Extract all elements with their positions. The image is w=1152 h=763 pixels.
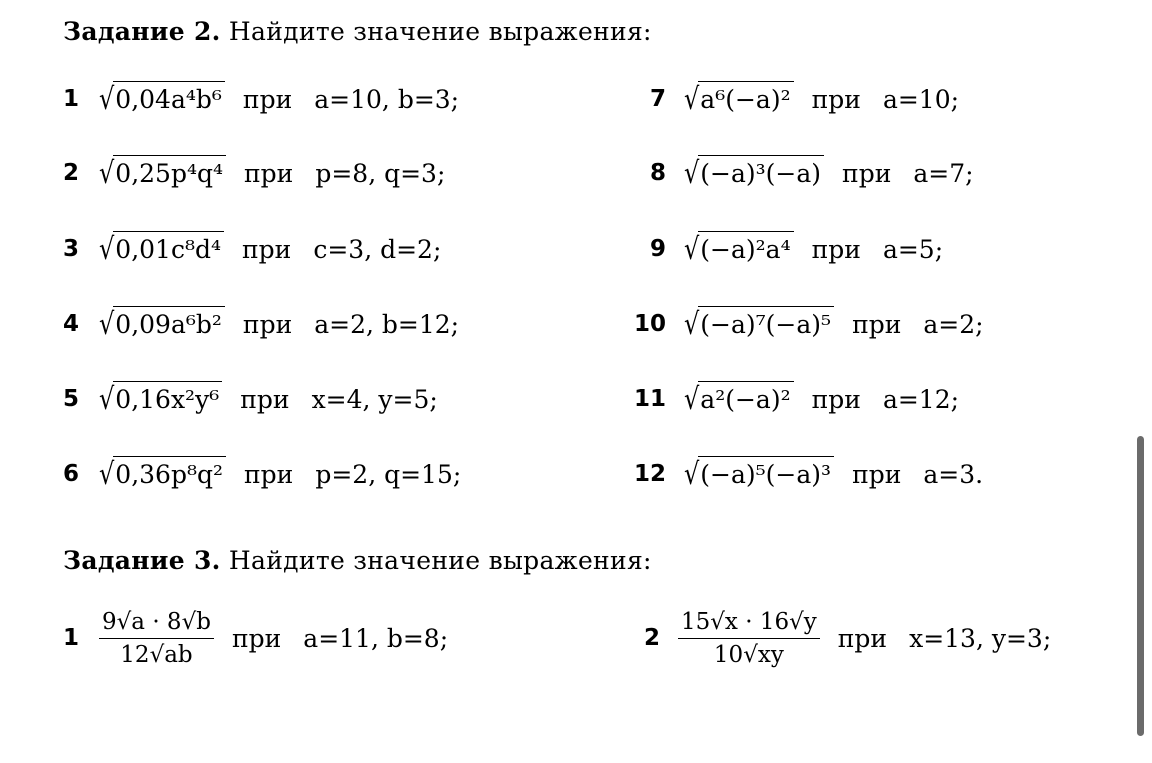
task-2-item-11 (620, 377, 959, 421)
task-2-item-3 (45, 227, 441, 271)
radicand: a⁶(−a)² (698, 81, 793, 118)
pri-word: при (242, 309, 293, 339)
square-root-expression: √ (−a)²a⁴ (684, 231, 794, 268)
condition: a=11, b=8; (303, 623, 449, 653)
square-root-expression: √ 0,04a⁴b⁶ (99, 81, 225, 118)
pri-word: при (811, 384, 861, 414)
radicand: 0,04a⁴b⁶ (113, 81, 225, 118)
item-number: 8 (649, 160, 666, 186)
task-2-item-12 (620, 452, 983, 496)
item-number: 2 (62, 160, 79, 186)
condition: p=8, q=3; (315, 158, 446, 188)
condition: a=12; (882, 384, 960, 414)
task-2-item-4 (45, 302, 459, 346)
pri-word: при (242, 234, 292, 264)
item-number: 12 (633, 461, 666, 487)
fraction-expression (99, 609, 214, 668)
vertical-scrollbar[interactable] (1137, 436, 1144, 736)
radicand: (−a)³(−a) (698, 155, 824, 192)
item-number: 6 (62, 461, 79, 487)
task-2-text: Найдите значение выражения: (228, 17, 652, 46)
item-number: 3 (62, 236, 79, 262)
radicand: a²(−a)² (698, 381, 793, 418)
pri-word: при (240, 384, 290, 414)
condition: p=2, q=15; (315, 459, 462, 489)
square-root-expression: √ (−a)³(−a) (684, 155, 824, 192)
radicand: (−a)⁷(−a)⁵ (698, 306, 834, 343)
radicand: (−a)⁵(−a)³ (698, 456, 834, 493)
condition: c=3, d=2; (313, 234, 442, 264)
task-2-item-1 (45, 77, 459, 121)
task-2-title (63, 17, 652, 46)
square-root-expression: √ 0,25p⁴q⁴ (99, 155, 226, 192)
task-2-item-5 (45, 377, 438, 421)
task-2-item-8 (620, 151, 974, 195)
radicand: 0,36p⁸q² (113, 456, 226, 493)
pri-word: при (852, 459, 902, 489)
task-3-item-1 (45, 598, 448, 678)
condition: a=2; (923, 309, 984, 339)
item-number: 10 (633, 311, 666, 337)
numerator: 9√a · 8√b (99, 609, 214, 639)
item-number: 9 (649, 236, 666, 262)
square-root-expression: √ a⁶(−a)² (684, 81, 794, 118)
task-2-item-9 (620, 227, 943, 271)
condition: a=10, b=3; (314, 84, 460, 114)
item-number: 5 (62, 386, 79, 412)
square-root-expression: √ 0,36p⁸q² (99, 456, 226, 493)
square-root-expression: √ (−a)⁵(−a)³ (684, 456, 834, 493)
task-2-item-7 (620, 77, 959, 121)
denominator: 10√xy (713, 641, 784, 668)
square-root-expression: √ 0,16x²y⁶ (99, 381, 222, 418)
square-root-expression: √ 0,09a⁶b² (99, 306, 225, 343)
pri-word: при (244, 158, 294, 188)
radicand: 0,09a⁶b² (113, 306, 225, 343)
pri-word: при (242, 84, 293, 114)
pri-word: при (837, 623, 888, 653)
pri-word: при (842, 158, 892, 188)
pri-word: при (231, 623, 282, 653)
task-2-item-2 (45, 151, 445, 195)
square-root-expression: √ 0,01c⁸d⁴ (99, 231, 224, 268)
pri-word: при (244, 459, 294, 489)
task-2-label: Задание 2. (63, 17, 221, 46)
pri-word: при (852, 309, 902, 339)
task-2-item-10 (620, 302, 984, 346)
condition: a=5; (882, 234, 944, 264)
pri-word: при (811, 234, 861, 264)
condition: x=13, y=3; (909, 623, 1052, 653)
item-number: 2 (643, 625, 660, 651)
item-number: 4 (62, 311, 79, 337)
item-number: 1 (62, 86, 79, 112)
radicand: 0,16x²y⁶ (113, 381, 222, 418)
task-2-item-6 (45, 452, 461, 496)
task-3-text: Найдите значение выражения: (228, 546, 652, 575)
condition: a=7; (913, 158, 974, 188)
condition: a=10; (882, 84, 960, 114)
task-3-title (63, 546, 652, 575)
item-number: 11 (633, 386, 666, 412)
radicand: (−a)²a⁴ (698, 231, 793, 268)
numerator: 15√x · 16√y (678, 609, 820, 639)
square-root-expression: √ (−a)⁷(−a)⁵ (684, 306, 834, 343)
radicand: 0,25p⁴q⁴ (113, 155, 226, 192)
condition: a=2, b=12; (314, 309, 460, 339)
item-number: 1 (62, 625, 79, 651)
radicand: 0,01c⁸d⁴ (113, 231, 224, 268)
fraction-expression (678, 609, 820, 668)
pri-word: при (811, 84, 861, 114)
task-3-item-2 (614, 598, 1051, 678)
condition: x=4, y=5; (311, 384, 438, 414)
square-root-expression: √ a²(−a)² (684, 381, 794, 418)
task-3-label: Задание 3. (63, 546, 221, 575)
item-number: 7 (649, 86, 666, 112)
denominator: 12√ab (120, 641, 193, 668)
condition: a=3. (923, 459, 984, 489)
